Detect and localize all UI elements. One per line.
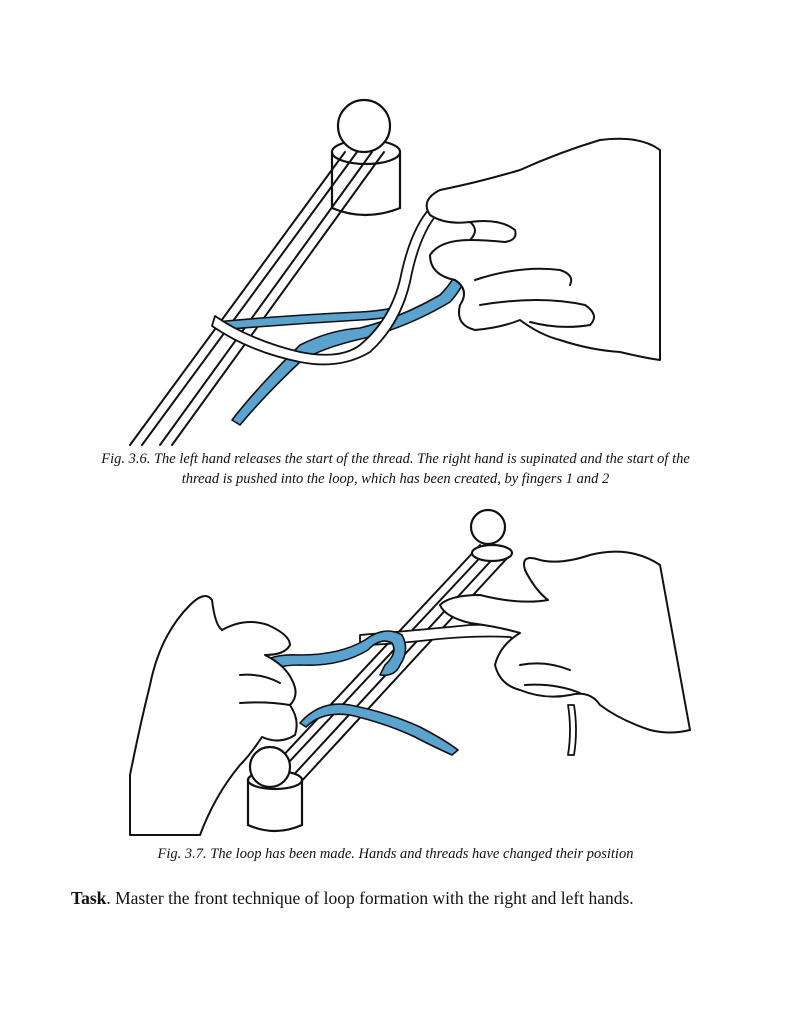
rod-4 bbox=[172, 152, 384, 445]
figure-3-6-caption bbox=[60, 449, 731, 489]
blue-thread-tail bbox=[300, 704, 458, 755]
caption-line-2: thread is pushed into the loop, which has been created, by fingers 1 and 2 bbox=[181, 471, 610, 487]
figure-3-7-caption: Fig. 3.7. The loop has been made. Hands and threads have changed their position bbox=[157, 846, 634, 862]
top-knob-ball bbox=[471, 510, 505, 544]
right-hand bbox=[427, 139, 660, 360]
white-thread-tail bbox=[568, 705, 576, 755]
caption-line-1: Fig. 3.6. The left hand releases the start of the thread. The right hand is supinated and the start of the bbox=[101, 451, 690, 467]
figure-3-6-illustration bbox=[0, 90, 791, 450]
figure-3-7-illustration bbox=[0, 505, 791, 840]
task-label: Task bbox=[71, 888, 107, 908]
task-text: . Master the front technique of loop formation with the right and left hands. bbox=[106, 888, 634, 908]
right-hand bbox=[440, 552, 690, 733]
task-paragraph bbox=[71, 886, 751, 910]
bottom-knob-ball bbox=[250, 747, 290, 787]
rod-4 bbox=[298, 555, 510, 785]
rod-3 bbox=[160, 152, 372, 445]
top-knob-base bbox=[472, 545, 512, 561]
knob-ball bbox=[338, 100, 390, 152]
rod-1 bbox=[130, 152, 345, 445]
